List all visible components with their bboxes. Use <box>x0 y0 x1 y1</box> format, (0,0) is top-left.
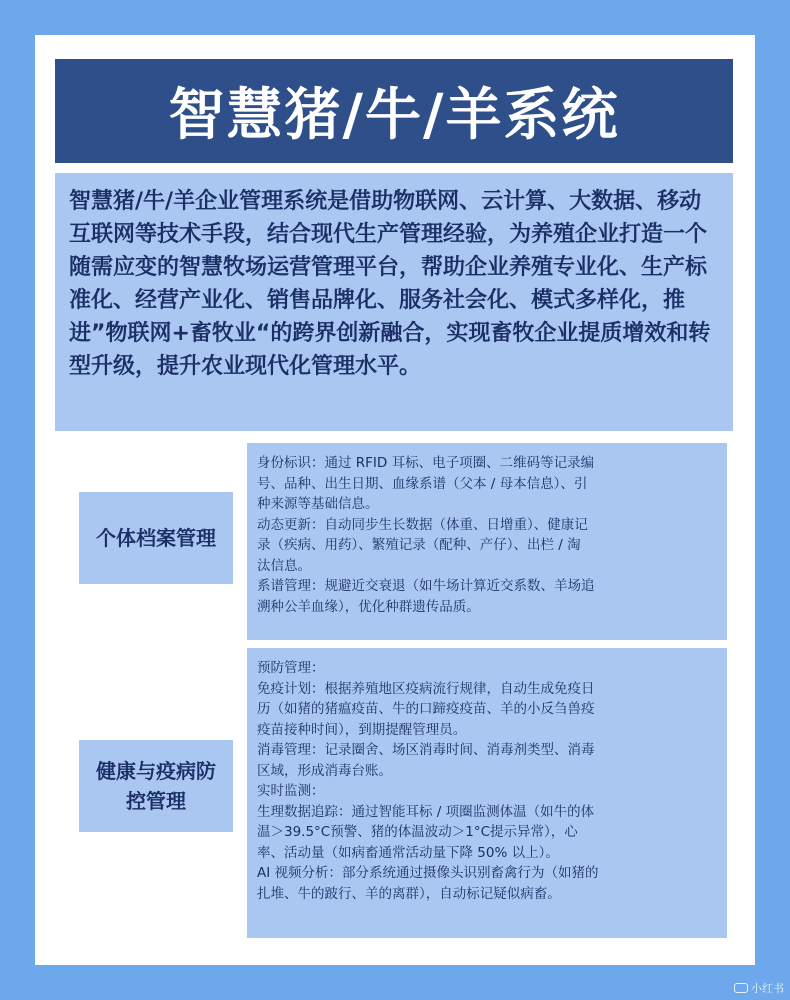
detail-line: 实时监测： <box>257 783 325 799</box>
detail-line: AI 视频分析：部分系统通过摄像头识别畜禽行为（如猪的 <box>257 865 599 881</box>
content-card <box>35 35 755 965</box>
detail-line: 溯种公羊血缘），优化种群遗传品质。 <box>257 598 480 615</box>
section-label-box-health <box>79 740 233 832</box>
detail-line: 系谱管理：规避近交衰退（如牛场计算近交系数、羊场追 <box>257 578 595 594</box>
detail-line: 号、品种、出生日期、血缘系谱（父本 / 母本信息）、引 <box>257 475 588 492</box>
section-detail-profile <box>247 443 727 640</box>
section-label-health: 健康与疫病防控管理 <box>96 759 216 813</box>
detail-line: 汰信息。 <box>257 557 311 574</box>
detail-line: 率、活动量（如病畜通常活动量下降 50% 以上）。 <box>257 844 559 861</box>
intro-box <box>55 173 733 431</box>
detail-line: 录（疾病、用药）、繁殖记录（配种、产仔）、出栏 / 淘 <box>257 537 581 553</box>
detail-line: 预防管理： <box>257 660 325 676</box>
detail-line: 扎堆、牛的跛行、羊的离群），自动标记疑似病畜。 <box>257 885 561 902</box>
section-label-profile: 个体档案管理 <box>96 526 216 550</box>
title-banner <box>55 59 733 163</box>
watermark-logo-icon <box>734 983 748 993</box>
section-label-box-profile <box>79 492 233 584</box>
intro-paragraph: 智慧猪/牛/羊企业管理系统是借助物联网、云计算、大数据、移动互联网等技术手段，结合现代生产管理经验，为养殖企业打造一个随需应变的智慧牧场运营管理平台，帮助企业养殖专业化、生产标准化、经营产业化、销售品牌化、服务社会化、模式多样化，推进”物联网+畜牧业“的跨界创新融合，实现畜牧企业提质增效和转型升级，提升农业现代化管理水平。 <box>69 189 711 379</box>
detail-line: 动态更新：自动同步生长数据（体重、日增重）、健康记 <box>257 516 588 533</box>
detail-line: 种来源等基础信息。 <box>257 496 379 512</box>
detail-line: 疫苗接种时间），到期提醒管理员。 <box>257 721 467 738</box>
detail-line: 历（如猪的猪瘟疫苗、牛的口蹄疫疫苗、羊的小反刍兽疫 <box>257 701 595 717</box>
section-detail-health <box>247 648 727 938</box>
detail-line: 身份标识：通过 RFID 耳标、电子项圈、二维码等记录编 <box>257 455 595 471</box>
watermark-text: 小红书 <box>751 982 784 995</box>
detail-line: 区域，形成消毒台账。 <box>257 762 392 779</box>
watermark <box>734 980 784 996</box>
detail-line: 生理数据追踪：通过智能耳标 / 项圈监测体温（如牛的体 <box>257 803 595 820</box>
detail-line: 免疫计划：根据养殖地区疫病流行规律，自动生成免疫日 <box>257 680 595 697</box>
page-title: 智慧猪/牛/羊系统 <box>168 83 620 148</box>
detail-line: 温＞39.5°C预警、猪的体温波动＞1°C提示异常），心 <box>257 824 578 840</box>
detail-line: 消毒管理：记录圈舍、场区消毒时间、消毒剂类型、消毒 <box>257 742 595 758</box>
